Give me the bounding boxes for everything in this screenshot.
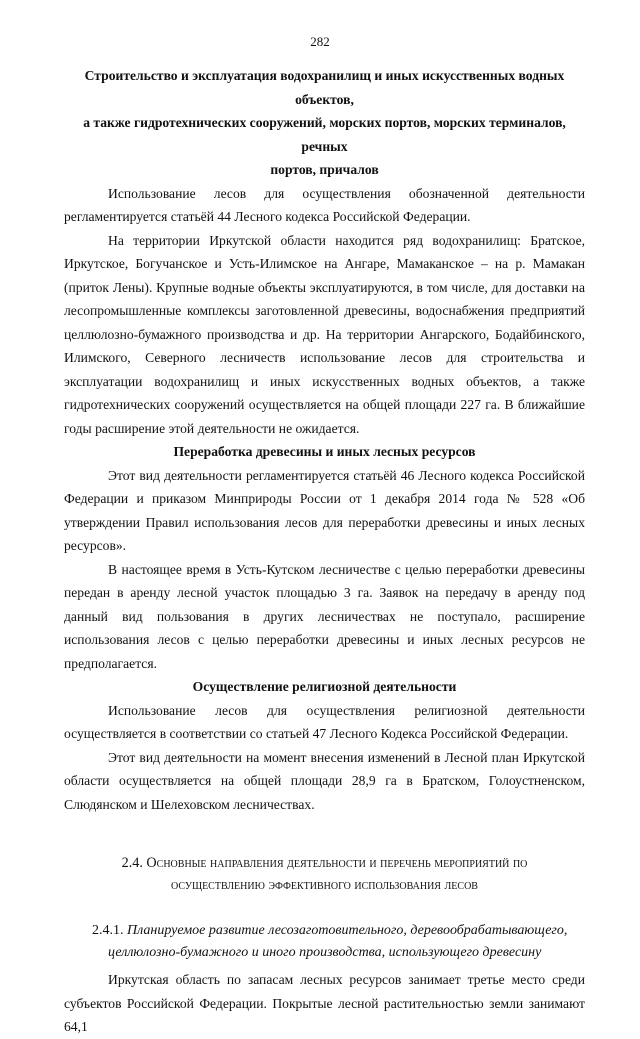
page-body <box>64 64 585 1039</box>
heading-reservoirs-line2: а также гидротехнических сооружений, морских портов, морских терминалов, речных <box>83 115 566 154</box>
paragraph: Иркутская область по запасам лесных ресурсов занимает третье место среди субъектов Российской Федерации. Покрытые лесной растительностью земли занимают 64,1 <box>64 972 585 1034</box>
paragraph: Использование лесов для осуществления обозначенной деятельности регламентируется статьёй 44 Лесного кодекса Российской Федерации. <box>64 185 585 224</box>
paragraph: В настоящее время в Усть-Кутском лесничестве с целью переработки древесины передан в аренду лесной участок площадью 3 га. Заявок на передачу в аренду под данный вид пользования в других лесничествах не поступало, расширение использования лесов с целью переработки древесины и иных лесных ресурсов не предполагается. <box>64 561 585 671</box>
subsection-title-line1: Планируемое развитие лесозаготовительного, деревообрабатывающего, <box>127 923 568 938</box>
section-title <box>64 852 585 896</box>
paragraph: Этот вид деятельности регламентируется статьёй 46 Лесного кодекса Российской Федерации и приказом Минприроды России от 1 декабря 2014 года № 528 «Об утверждении Правил использования лесов для переработки древесины и иных лесных ресурсов». <box>64 467 585 553</box>
heading-reservoirs-line1: Строительство и эксплуатация водохранилищ и иных искусственных водных объектов, <box>84 68 565 107</box>
heading-reservoirs-line3: портов, причалов <box>270 162 379 177</box>
subsection-title <box>64 920 585 964</box>
page-number: 282 <box>310 34 330 49</box>
section-title-line2: осуществлению эффективного использования лесов <box>171 877 478 893</box>
subsection-number: 2.4.1. <box>92 923 124 938</box>
heading-reservoirs <box>64 64 585 182</box>
paragraph: На территории Иркутской области находится ряд водохранилищ: Братское, Иркутское, Богучанское и Усть-Илимское на Ангаре, Мамаканское – на р. Мамакан (приток Лены). Крупные водные объекты эксплуатируются, в том числе, для доставки на лесопромышленные комплексы заготовленной древесины, водоснабжения предприятий целлюлозно-бумажного производства и др. На территории Ангарского, Бодайбинского, Илимского, Северного лесничеств использование лесов для строительства и эксплуатации водохранилищ и иных искусственных водных объектов, а также гидротехнических сооружений осуществляется на общей площади 227 га. В ближайшие годы расширение этой деятельности не ожидается. <box>64 232 585 436</box>
section-number: 2.4. <box>121 855 143 871</box>
subsection-title-line2: целлюлозно-бумажного и иного производства, использующего древесину <box>108 945 542 960</box>
paragraph: Использование лесов для осуществления религиозной деятельности осуществляется в соответствии со статьей 47 Лесного Кодекса Российской Федерации. <box>64 702 585 741</box>
section-title-line1: Основные направления деятельности и перечень мероприятий по <box>146 855 528 871</box>
heading-wood-processing: Переработка древесины и иных лесных ресурсов <box>173 444 476 459</box>
heading-religious-activity: Осуществление религиозной деятельности <box>192 679 457 694</box>
paragraph: Этот вид деятельности на момент внесения изменений в Лесной план Иркутской области осуществляется на общей площади 28,9 га в Братском, Голоустненском, Слюдянском и Шелеховском лесничествах. <box>64 749 585 812</box>
